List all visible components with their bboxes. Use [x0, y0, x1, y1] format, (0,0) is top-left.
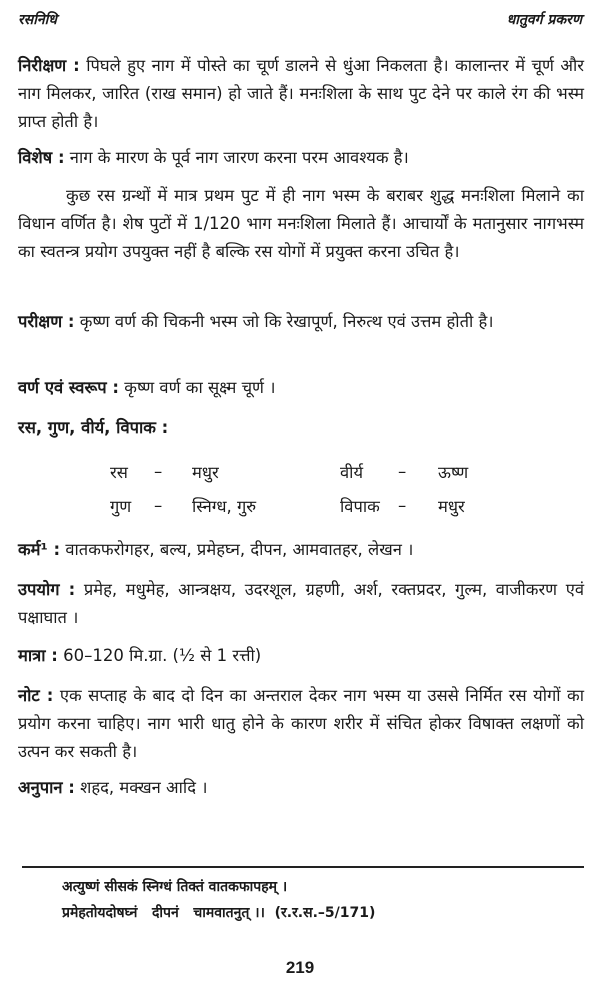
- property-key: रस: [110, 462, 128, 482]
- section-label: विशेष :: [18, 148, 65, 167]
- property-key: वीर्य: [340, 462, 364, 482]
- section-text: वातकफरोगहर, बल्य, प्रमेहघ्न, दीपन, आमवातहर, लेखन ।: [60, 540, 414, 559]
- section-rasaguna: [18, 414, 584, 442]
- page-number: 219: [285, 958, 315, 977]
- property-value: मधुर: [438, 496, 465, 516]
- property-key: विपाक: [340, 496, 380, 516]
- footnote-line-1: अत्युष्णं सीसकं स्निग्धं तिक्तं वातकफापहम् ।: [62, 879, 288, 895]
- section-label: रस, गुण, वीर्य, विपाक :: [18, 418, 169, 437]
- paragraph-rasa-granth: [18, 182, 584, 266]
- section-note: [18, 682, 584, 766]
- property-value: ऊष्ण: [438, 462, 469, 482]
- section-label: उपयोग :: [18, 580, 76, 599]
- section-text: प्रमेह, मधुमेह, आन्त्रक्षय, उदरशूल, ग्रहणी, अर्श, रक्तप्रदर, गुल्म, वाजीकरण एवं पक्षाघात ।: [18, 580, 585, 627]
- section-label: कर्म¹ :: [18, 540, 61, 559]
- section-upayoga: [18, 576, 584, 632]
- section-karma: [18, 536, 584, 564]
- section-varna: [18, 374, 584, 402]
- property-value: स्निग्ध, गुरु: [192, 496, 257, 516]
- section-text: कृष्ण वर्ण का सूक्ष्म चूर्ण ।: [119, 378, 276, 397]
- properties-row: [110, 454, 530, 488]
- section-label: वर्ण एवं स्वरूप :: [18, 378, 120, 397]
- property-key: गुण: [110, 496, 132, 516]
- section-label: निरीक्षण :: [18, 56, 80, 75]
- paragraph-text: कुछ रस ग्रन्थों में मात्र प्रथम पुट में ही नाग भस्म के बराबर शुद्ध मनःशिला मिलाने का विधान वर्णित है। शेष पुटों में 1/120 भाग मनःशिला मिलाते हैं। आचार्यों के मतानुसार नागभस्म का स्वतन्त्र प्रयोग उपयुक्त नहीं है बल्कि रस योगों में प्रयुक्त करना उचित है।: [18, 186, 584, 261]
- section-label: अनुपान :: [18, 778, 75, 797]
- property-dash: –: [154, 495, 163, 515]
- section-pariksha: [18, 308, 584, 336]
- section-vishesh: [18, 144, 584, 172]
- properties-table: [110, 454, 530, 522]
- property-dash: –: [398, 461, 407, 481]
- section-text: शहद, मक्खन आदि ।: [74, 778, 208, 797]
- section-text: एक सप्ताह के बाद दो दिन का अन्तराल देकर नाग भस्म या उससे निर्मित रस योगों का प्रयोग करना चाहिए। नाग भारी धातु होने के कारण शरीर में संचित होकर विषाक्त लक्षणों को उत्पन कर सकती है।: [18, 686, 585, 761]
- section-text: नाग के मारण के पूर्व नाग जारण करना परम आवश्यक है।: [64, 148, 409, 167]
- footnote-divider: [22, 866, 584, 868]
- footnote-shloka: [62, 874, 375, 926]
- property-dash: –: [154, 461, 163, 481]
- section-label: परीक्षण :: [18, 312, 75, 331]
- running-head-chapter-title: धातुवर्ग प्रकरण: [506, 12, 582, 28]
- section-matra: [18, 642, 584, 670]
- section-label: नोट :: [18, 686, 54, 705]
- footnote-line-2: प्रमेहतोयदोषघ्नं दीपनं चामवातनुत् ।। (र.र.स.–5/171): [62, 905, 376, 921]
- properties-row: [110, 488, 530, 522]
- section-label: मात्रा :: [18, 646, 58, 665]
- running-head-book-title: रसनिधि: [18, 12, 57, 28]
- property-value: मधुर: [192, 462, 219, 482]
- property-dash: –: [398, 495, 407, 515]
- section-anupana: [18, 774, 584, 802]
- section-text: पिघले हुए नाग में पोस्ते का चूर्ण डालने से धुंआ निकलता है। कालान्तर में चूर्ण और नाग मिलकर, जारित (राख समान) हो जाते हैं। मनःशिला के साथ पुट देने पर काले रंग की भस्म प्राप्त होती है।: [18, 56, 584, 131]
- section-text: 60–120 मि.ग्रा. (½ से 1 रत्ती): [57, 646, 262, 665]
- section-nirikshan: [18, 52, 584, 136]
- section-text: कृष्ण वर्ण की चिकनी भस्म जो कि रेखापूर्ण, निरुत्थ एवं उत्तम होती है।: [74, 312, 494, 331]
